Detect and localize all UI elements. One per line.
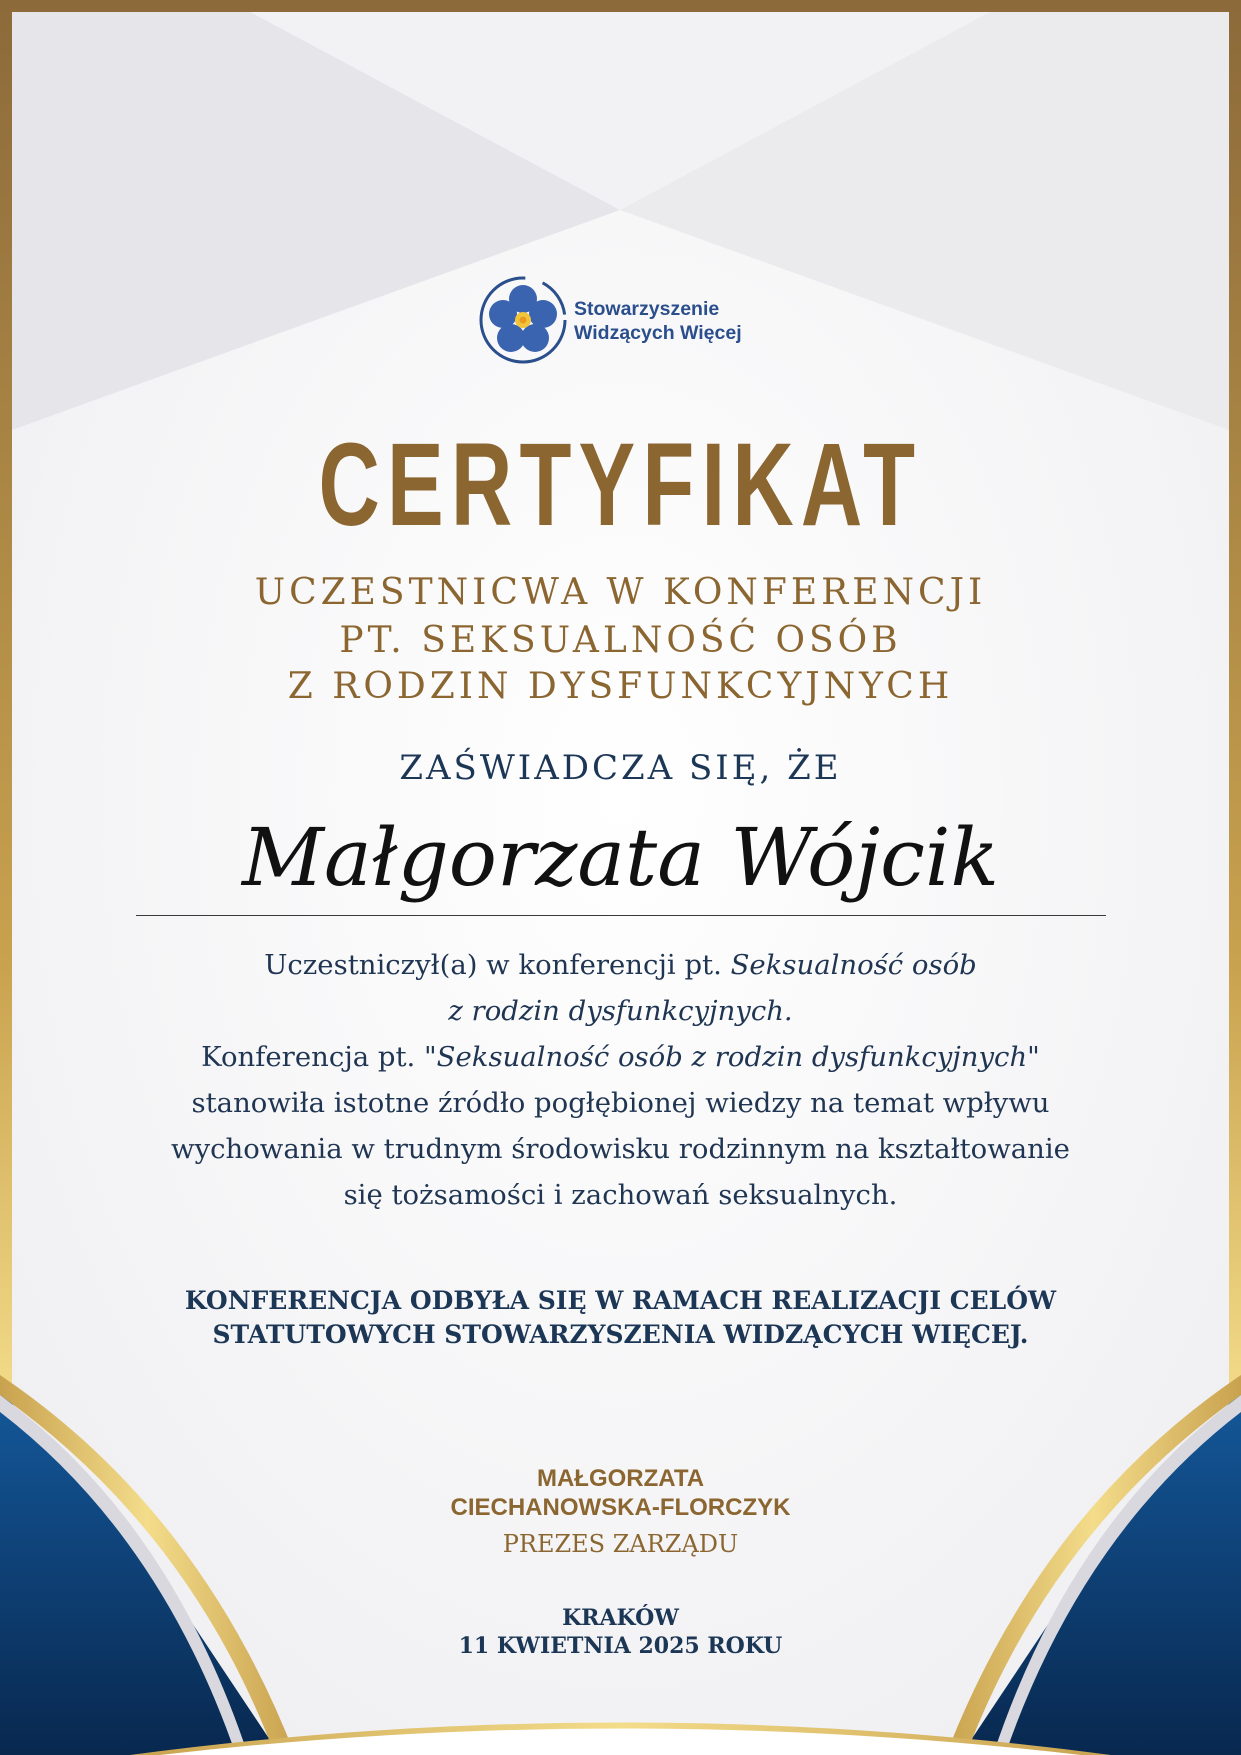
statement-line-1: KONFERENCJA ODBYŁA SIĘ W RAMACH REALIZACJI CELÓW (184, 1286, 1057, 1315)
body-line-3-text: Konferencja pt. " (201, 1041, 437, 1073)
statement-line-2: STATUTOWYCH STOWARZYSZENIA WIDZĄCYCH WIĘCEJ. (212, 1320, 1029, 1349)
body-line-1 (0, 942, 1241, 988)
signatory-name-line-2: CIECHANOWSKA-FLORCZYK (450, 1494, 791, 1521)
body-line-5: wychowania w trudnym środowisku rodzinnym na kształtowanie (171, 1133, 1070, 1165)
body-line-2-italic: z rodzin dysfunkcyjnych. (448, 995, 793, 1027)
body-line-4: stanowiła istotne źródło pogłębionej wiedzy na temat wpływu (191, 1087, 1050, 1119)
signatory-name-line-1: MAŁGORZATA (536, 1465, 705, 1492)
certificate-subtitle-line-1: UCZESTNICWA W KONFERENCJI (254, 572, 987, 613)
body-line-6: się tożsamości i zachowań seksualnych. (343, 1179, 898, 1211)
name-underline (136, 915, 1106, 916)
organization-name-line-2: Widzących Więcej (574, 322, 742, 344)
recipient-name: Małgorzata Wójcik (242, 811, 999, 904)
certificate-title: CERTYFIKAT (318, 419, 923, 551)
body-line-3 (0, 1034, 1241, 1080)
signatory-role: PREZES ZARZĄDU (502, 1530, 739, 1558)
issue-place: KRAKÓW (562, 1605, 679, 1631)
certificate-subtitle-line-3: Z RODZIN DYSFUNKCYJNYCH (287, 666, 954, 707)
forget-me-not-flower-icon (478, 275, 568, 365)
body-line-1-text: Uczestniczył(a) w konferencji pt. (264, 949, 731, 981)
body-line-1-italic: Seksualność osób (730, 949, 977, 981)
organization-name (574, 297, 742, 345)
body-line-3-end: " (1027, 1041, 1040, 1073)
certificate-subtitle-line-2: PT. SEKSUALNOŚĆ OSÓB (339, 620, 902, 661)
body-line-2 (0, 988, 1241, 1034)
organization-logo (478, 275, 778, 371)
attestation-text: ZAŚWIADCZA SIĘ, ŻE (399, 748, 842, 788)
body-line-3-italic: Seksualność osób z rodzin dysfunkcyjnych (436, 1041, 1028, 1073)
organization-name-line-1: Stowarzyszenie (574, 298, 720, 320)
issue-date: 11 KWIETNIA 2025 ROKU (458, 1633, 783, 1659)
